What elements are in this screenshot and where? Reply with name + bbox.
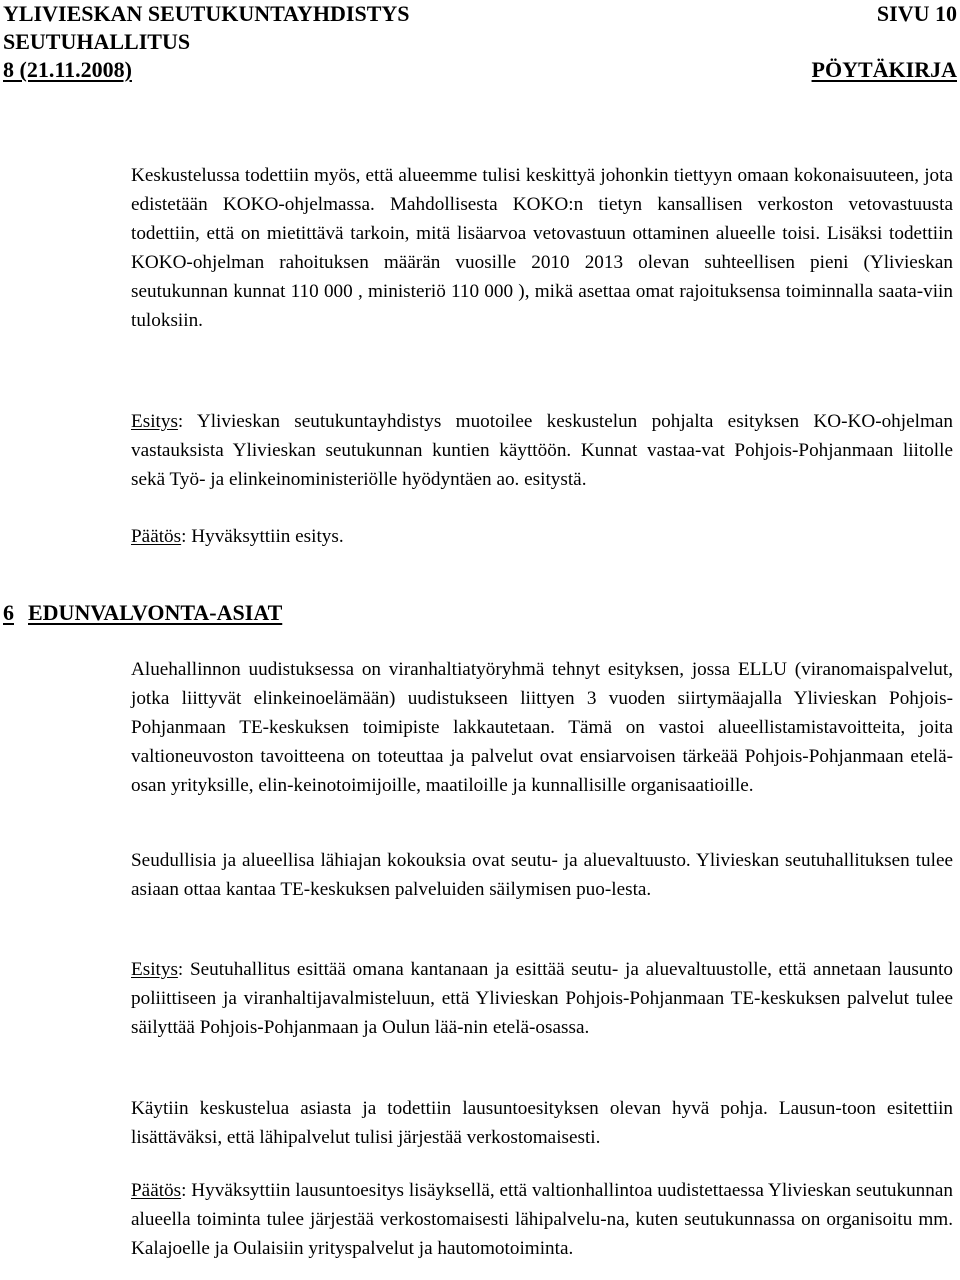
header-row-2 — [3, 28, 957, 56]
section-paragraph-3 — [131, 1094, 953, 1152]
section-heading — [3, 598, 282, 628]
paragraph-meetings: Seudullisia ja alueellisa lähiajan kokouksia ovat seutu- ja aluevaltuusto. Ylivieskan seutuhallituksen tulee asiaan ottaa kantaa TE-keskuksen palveluiden säilymisen puo-lesta. — [131, 850, 953, 900]
section-paragraph-2 — [131, 846, 953, 904]
governing-body: SEUTUHALLITUS — [3, 29, 191, 54]
section-number: 6 — [3, 600, 14, 625]
decision-label: Päätös — [131, 526, 182, 547]
proposal-label: Esitys — [131, 411, 178, 432]
document-type: PÖYTÄKIRJA — [811, 57, 957, 82]
section-title: EDUNVALVONTA-ASIAT — [28, 600, 283, 625]
meeting-number-date: 8 (21.11.2008) — [3, 57, 132, 82]
section-decision-paragraph — [131, 1176, 953, 1263]
paragraph-regional-reform: Aluehallinnon uudistuksessa on viranhaltiatyöryhmä tehnyt esityksen, jossa ELLU (viranomaispalvelut, jotka liittyvät elinkeinoelämään) uudistukseen liittyen 3 vuoden siirtymäajalla Ylivieskan Pohjois-Pohjanmaan TE-keskuksen toimipiste lakkautetaan. Tämä on vastoi alueellistamistavoitteita, joita valtioneuvoston tavoitteena on toteuttaa ja palvelut ovat ensiarvoisen tärkeää Pohjois-Pohjanmaan etelä-osan yrityksille, elin-keinotoimijoille, maatiloille ja kunnallisille organisaatioille. — [131, 659, 953, 796]
proposal-text: : Ylivieskan seutukuntayhdistys muotoilee keskustelun pohjalta esityksen KO-KO-ohjelman vastauksista Ylivieskan seutukunnan kuntien käyttöön. Kunnat vastaa-vat Pohjois-Pohjanmaan liitolle sekä Työ- ja elinkeinoministeriölle hyödyntäen ao. esitystä. — [131, 411, 953, 490]
section-decision-label: Päätös — [131, 1180, 182, 1201]
section-proposal-text: : Seutuhallitus esittää omana kantanaan ja esittää seutu- ja aluevaltuustolle, että annetaan lausunto poliittiseen ja viranhaltijavalmisteluun, että Ylivieskan Pohjois-Pohjanmaan TE-keskuksen palvelut tulee säilyttää Pohjois-Pohjanmaan ja Oulun lää-nin etelä-osassa. — [131, 959, 953, 1038]
organization-name: YLIVIESKAN SEUTUKUNTAYHDISTYS — [3, 1, 410, 26]
page-header — [3, 0, 957, 84]
decision-text: : Hyväksyttiin esitys. — [181, 526, 344, 547]
paragraph-discussion: Keskustelussa todettiin myös, että alueemme tulisi keskittyä johonkin tiettyyn omaan kokonaisuuteen, jota edistetään KOKO-ohjelmassa. Mahdollisesta KOKO:n tietyn kansallisen verkoston vetovastuusta todettiin, että on mietittävä tarkoin, mitä lisäarvoa vetovastuun ottaminen alueelle toisi. Lisäksi todettiin KOKO-ohjelman rahoituksen määrän vuosille 2010 2013 olevan suhteellisen pieni (Ylivieskan seutukunnan kunnat 110 000 , ministeriö 110 000 ), mikä asettaa omat rajoituksensa toiminnalla saata-viin tuloksiin. — [131, 165, 953, 331]
section-paragraph-1 — [131, 655, 953, 800]
decision-paragraph — [131, 522, 953, 551]
page-number: SIVU 10 — [876, 1, 957, 26]
section-proposal-paragraph — [131, 955, 953, 1042]
proposal-paragraph — [131, 407, 953, 494]
header-row-1 — [3, 0, 957, 28]
section-decision-text: : Hyväksyttiin lausuntoesitys lisäyksellä, että valtionhallintoa uudistettaessa Ylivieskan seutukunnan alueella toiminta tulee järjestää verkostomaisesti lähipalvelu-na, kuten seutukunnassa on organisoitu mm. Kalajoelle ja Oulaisiin yrityspalvelut ja hautomotoiminta. — [131, 1180, 953, 1259]
section-proposal-label: Esitys — [131, 959, 178, 980]
continuation-paragraph — [131, 161, 953, 335]
header-row-3 — [3, 56, 957, 84]
paragraph-discussion-outcome: Käytiin keskustelua asiasta ja todettiin lausuntoesityksen olevan hyvä pohja. Lausun-toon esitettiin lisättäväksi, että lähipalvelut tulisi järjestää verkostomaisesti. — [131, 1098, 953, 1148]
